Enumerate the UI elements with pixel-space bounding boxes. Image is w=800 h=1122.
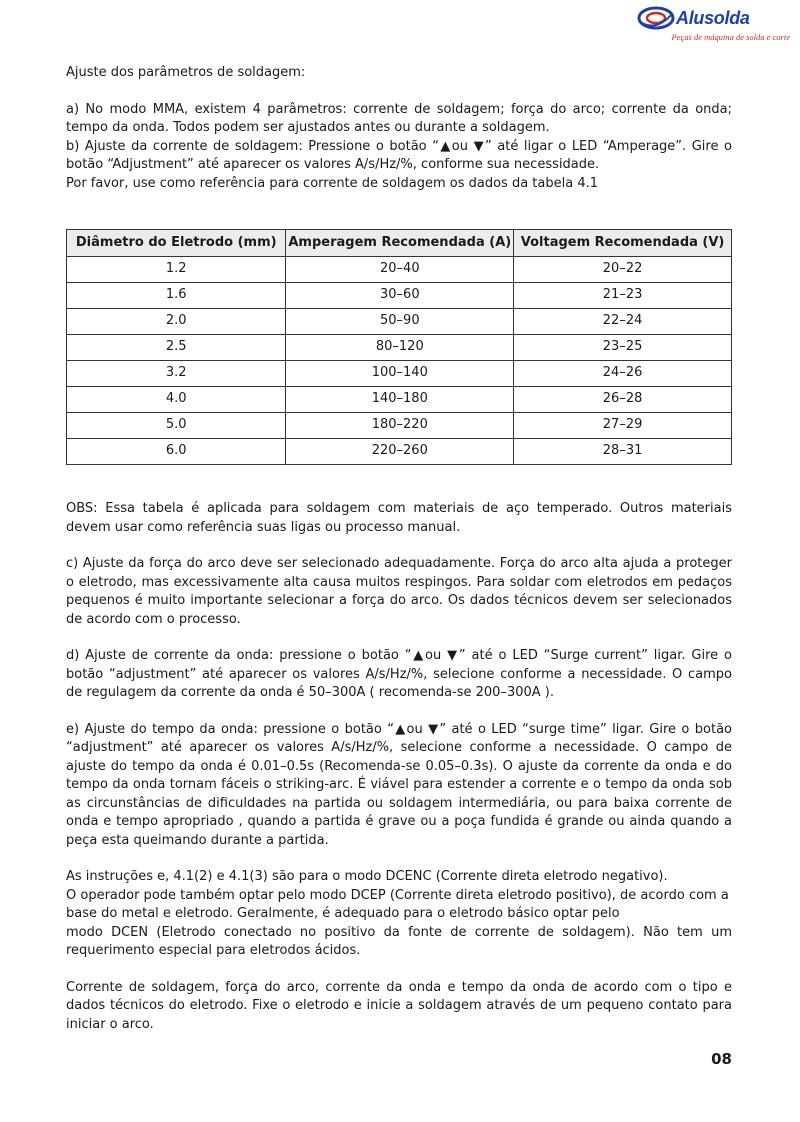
table-row	[67, 439, 732, 465]
paragraph-a: a) No modo MMA, existem 4 parâmetros: corrente de soldagem; força do arco; corrente da onda; tempo da onda. Todos podem ser ajustados antes ou durante a soldagem.	[66, 101, 732, 135]
table-cell: 140–180	[286, 387, 514, 413]
paragraph-instructions-3: modo DCEN (Eletrodo conectado no positivo da fonte de corrente de soldagem). Não tem um requerimento especial para eletrodos ácidos.	[66, 924, 732, 958]
table-cell: 1.2	[67, 257, 286, 283]
logo-swoosh-icon	[636, 6, 676, 30]
paragraph-e: e) Ajuste do tempo da onda: pressione o botão “▲ou ▼” até o LED “surge time” ligar. Gire o botão “adjustment” até aparecer os valores A/s/Hz/%, selecione conforme a necessidade. O campo de ajuste do tempo da onda é 0.01–0.5s (Recomenda-se 0.05–0.3s). O ajuste da corrente da onda e do tempo da onda tornam fáceis o striking-arc. É viável para estender a corrente e o tempo da onda sob as circunstâncias de dificuldades na partida ou soldagem intermediária, ou para baixa corrente de onda e tempo apropriado , quando a partida é grave ou a poça fundida é grande ou ainda quando a peça esta queimando durante a partida.	[66, 721, 732, 848]
table-header-amperage: Amperagem Recomendada (A)	[286, 230, 514, 257]
table-cell: 3.2	[67, 361, 286, 387]
table-cell: 4.0	[67, 387, 286, 413]
table-cell: 21–23	[514, 283, 732, 309]
table-row	[67, 387, 732, 413]
table-cell: 30–60	[286, 283, 514, 309]
table-cell: 100–140	[286, 361, 514, 387]
table-row	[67, 335, 732, 361]
table-row	[67, 309, 732, 335]
page-number: 08	[711, 1050, 732, 1068]
brand-logo	[632, 4, 792, 44]
paragraph-final: Corrente de soldagem, força do arco, corrente da onda e tempo da onda de acordo com o tipo e dados técnicos do eletrodo. Fixe o eletrodo e inicie a soldagem através de um pequeno contato para iniciar o arco.	[66, 979, 732, 1032]
table-row	[67, 361, 732, 387]
page-content	[66, 64, 732, 1034]
table-cell: 20–40	[286, 257, 514, 283]
table-row	[67, 413, 732, 439]
table-header-voltage: Voltagem Recomendada (V)	[514, 230, 732, 257]
paragraph-b: b) Ajuste da corrente de soldagem: Pressione o botão “▲ou ▼” até ligar o LED “Amperage”. Gire o botão “Adjustment” até aparecer os valores A/s/Hz/%, conforme sua necessidade.	[66, 138, 732, 172]
table-cell: 24–26	[514, 361, 732, 387]
paragraph-d: d) Ajuste de corrente da onda: pressione o botão “▲ou ▼” até o LED “Surge current” ligar. Gire o botão “adjustment” até aparecer os valores A/s/Hz/%, selecione conforme a necessidade. O campo de regulagem da corrente da onda é 50–300A ( recomenda-se 200–300A ).	[66, 648, 732, 700]
table-header-row	[67, 230, 732, 257]
electrode-table	[66, 229, 732, 465]
table-row	[67, 257, 732, 283]
obs-note: OBS: Essa tabela é aplicada para soldagem com materiais de aço temperado. Outros materiais devem usar como referência suas ligas ou processo manual.	[66, 501, 732, 535]
table-cell: 26–28	[514, 387, 732, 413]
table-row	[67, 283, 732, 309]
table-cell: 1.6	[67, 283, 286, 309]
logo-tagline: Peças de máquina de solda e corte	[671, 32, 790, 42]
paragraph-table-reference: Por favor, use como referência para corrente de soldagem os dados da tabela 4.1	[66, 175, 599, 191]
table-header-diameter: Diâmetro do Eletrodo (mm)	[67, 230, 286, 257]
table-cell: 50–90	[286, 309, 514, 335]
paragraph-instructions-1: As instruções e, 4.1(2) e 4.1(3) são para o modo DCENC (Corrente direta eletrodo negativo).	[66, 869, 668, 884]
table-cell: 5.0	[67, 413, 286, 439]
section-title: Ajuste dos parâmetros de soldagem:	[66, 65, 306, 80]
table-cell: 6.0	[67, 439, 286, 465]
table-cell: 2.0	[67, 309, 286, 335]
table-cell: 22–24	[514, 309, 732, 335]
table-cell: 23–25	[514, 335, 732, 361]
table-cell: 80–120	[286, 335, 514, 361]
table-cell: 220–260	[286, 439, 514, 465]
paragraph-c: c) Ajuste da força do arco deve ser selecionado adequadamente. Força do arco alta ajuda a proteger o eletrodo, mas excessivamente alta causa muitos respingos. Para soldar com eletrodos em pedaços pequenos é muito importante selecionar a força do arco. Os dados técnicos devem ser selecionados de acordo com o processo.	[66, 556, 732, 627]
paragraph-instructions-2: O operador pode também optar pelo modo DCEP (Corrente direta eletrodo positivo), de acordo com a base do metal e eletrodo. Geralmente, é adequado para o eletrodo básico optar pelo	[66, 887, 729, 921]
table-cell: 2.5	[67, 335, 286, 361]
table-cell: 28–31	[514, 439, 732, 465]
table-cell: 27–29	[514, 413, 732, 439]
logo-name: Alusolda	[676, 8, 750, 28]
table-cell: 20–22	[514, 257, 732, 283]
table-cell: 180–220	[286, 413, 514, 439]
